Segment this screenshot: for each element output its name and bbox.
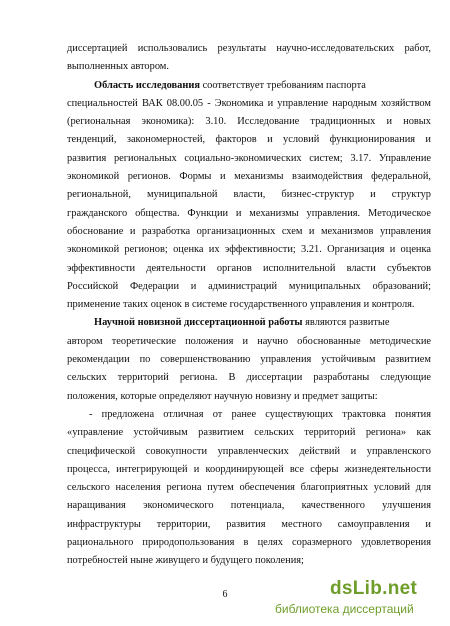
text-line [67,461,431,479]
watermark-logo-suffix: .net [382,578,418,599]
line-text: диссертацией использовались результаты научно-исследовательских работ, [67,43,431,54]
line-text: обоснование и разработка организационных схем и механизмов управления [67,225,431,237]
text-line [67,351,431,369]
text-line [67,497,431,515]
text-line [67,388,431,406]
text-line [67,95,431,113]
text-line [67,260,431,278]
line-text: применение таких оценок в системе государственного управления и контроля. [67,299,415,311]
text-line [67,406,431,424]
line-text: процесса, интегрирующей и координирующей все сферы жизнедеятельности [67,463,431,475]
text-line [67,314,431,332]
text-line [67,131,431,149]
line-text: экономикой регионов; оценка их эффективности; 3.21. Организация и оценка [67,244,431,256]
line-text: специальностей ВАК 08.00.05 - Экономика и управление народным хозяйством [67,97,431,109]
line-text: специфической совокупности управленческих действий и управленского [67,445,431,457]
text-line [67,534,431,552]
line-text: автором теоретические положения и научно обоснованные методические [67,335,431,347]
line-text: являются развитые [302,317,390,329]
line-text: наращивания экономического потенциала, качественного улучшения [67,500,431,512]
text-line [67,205,431,223]
bold-phrase: Область исследования [94,79,200,91]
text-line [67,58,431,76]
page-number: 6 [222,589,228,600]
line-text: соответствует требованиям паспорта [199,79,366,91]
document-body [67,40,431,571]
text-line [67,443,431,461]
line-text: гражданского общества. Функции и механизмы управления. Методическое [67,207,431,219]
text-line [67,296,431,314]
text-line [67,241,431,259]
watermark-logo-main: dsLib [330,578,383,599]
line-text: региональной, муниципальной власти, бизнес-структур и структур [67,189,431,201]
line-text: инфраструктуры территории, развития местного самоуправления и [67,518,431,530]
text-line [67,479,431,497]
line-text: рационального природопользования в целях соразмерного удовлетворения [67,537,431,549]
text-line [67,333,431,351]
line-text: рекомендации по совершенствованию управления устойчивым развитием [67,354,431,366]
line-text: сельских территорий региона. В диссертации разработаны следующие [67,372,431,384]
line-text: потребностей ныне живущего и будущего поколения; [67,555,304,567]
line-text: - предложена отличная от ранее существующих трактовка понятия [89,408,431,420]
text-line [67,552,431,570]
watermark-subtitle: библиотека диссертаций [275,602,414,616]
text-line [67,223,431,241]
text-line [67,516,431,534]
text-line [67,77,431,95]
text-line [67,369,431,387]
watermark-logo[interactable] [330,578,417,600]
line-text: Российской Федерации и администраций муниципальных образований; [67,280,431,292]
text-line [67,40,431,58]
line-text: эффективности деятельности органов исполнительной власти субъектов [67,262,431,274]
text-line [67,186,431,204]
line-text: экономикой регионов. Формы и механизмы взаимодействия федеральной, [67,171,431,183]
line-text: развития региональных социально-экономических систем; 3.17. Управление [67,152,431,164]
line-text: выполненных автором. [67,61,169,73]
line-text: (региональная экономика): 3.10. Исследование традиционных и новых [67,116,431,128]
text-line [67,278,431,296]
line-text: сельского населения региона путем обеспечения благоприятных условий для [67,482,431,494]
line-text: «управление устойчивым развитием сельских территорий региона» как [67,427,431,439]
text-line [67,150,431,168]
text-line [67,424,431,442]
line-text: положения, которые определяют научную новизну и предмет защиты: [67,390,378,402]
text-line [67,168,431,186]
line-text: тенденций, закономерностей, факторов и условий функционирования и [67,134,431,146]
bold-phrase: Научной новизной диссертационной работы [94,317,303,329]
text-line [67,113,431,131]
